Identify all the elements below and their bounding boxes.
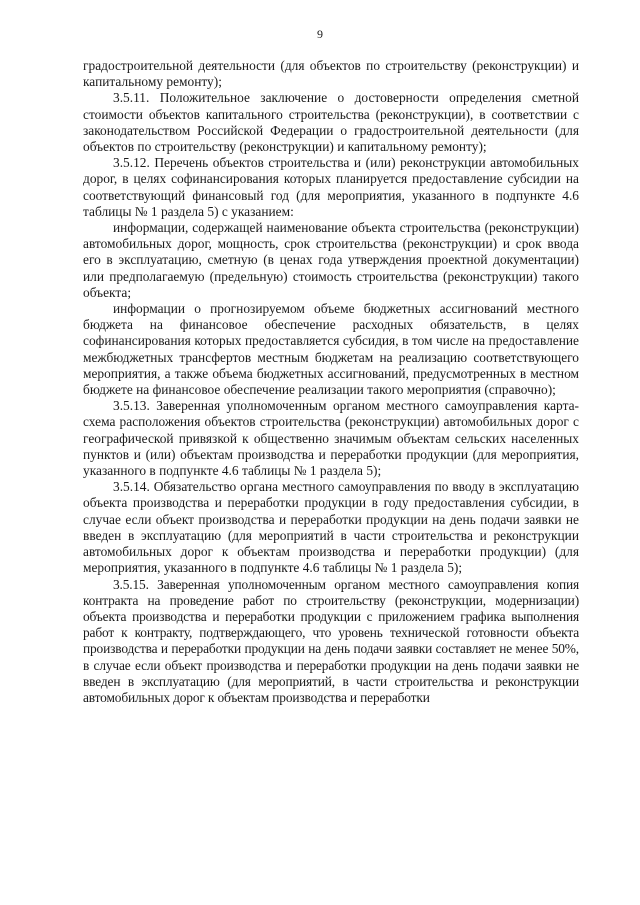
document-body — [83, 58, 579, 706]
paragraph-3-5-13: 3.5.13. Заверенная уполномоченным органом местного самоуправления карта-схема расположения объектов строительства (реконструкции) автомобильных дорог с географической привязкой к общественно значимым объектам сельских населенных пунктов и (или) объектам производства и переработки продукции (для мероприятия, указанного в подпункте 4.6 таблицы № 1 раздела 5); — [83, 398, 579, 479]
paragraph-3-5-15: 3.5.15. Заверенная уполномоченным органом местного самоуправления копия контракта на проведение работ по строительству (реконструкции, модернизации) объекта производства и переработки продукции с приложением графика выполнения работ к контракту, подтверждающего, что уровень технической готовности объекта производства и переработки продукции на день подачи заявки составляет не менее 50%, в случае если объект производства и переработки продукции на день подачи заявки не введен в эксплуатацию (для мероприятий, в части строительства и реконструкции автомобильных дорог к объектам производства и переработки — [83, 576, 579, 705]
paragraph-continuation: градостроительной деятельности (для объектов по строительству (реконструкции) и капитальному ремонту); — [83, 58, 579, 90]
paragraph-budget-info: информации о прогнозируемом объеме бюджетных ассигнований местного бюджета на финансовое обеспечение расходных обязательств, в целях софинансирования которых предоставляется субсидия, в том числе на предоставление межбюджетных трансфертов местным бюджетам на реализацию соответствующего мероприятия, а также объема бюджетных ассигнований, предусмотренных в местном бюджете на финансовое обеспечение реализации такого мероприятия (справочно); — [83, 301, 579, 398]
paragraph-3-5-11: 3.5.11. Положительное заключение о достоверности определения сметной стоимости объектов капитального строительства (реконструкции), в соответствии с законодательством Российской Федерации о градостроительной деятельности (для объектов по строительству (реконструкции) и капитальному ремонту); — [83, 90, 579, 155]
page-number: 9 — [317, 27, 323, 41]
paragraph-3-5-12: 3.5.12. Перечень объектов строительства и (или) реконструкции автомобильных дорог, в целях софинансирования которых планируется предоставление субсидии на соответствующий финансовый год (для мероприятия, указанного в подпункте 4.6 таблицы № 1 раздела 5) с указанием: — [83, 155, 579, 219]
paragraph-3-5-14: 3.5.14. Обязательство органа местного самоуправления по вводу в эксплуатацию объекта производства и переработки продукции в году предоставления субсидии, в случае если объект производства и переработки продукции на день подачи заявки не введен в эксплуатацию (для мероприятий в части строительства и реконструкции автомобильных дорог к объектам производства и переработки продукции) (для мероприятия, указанного в подпункте 4.6 таблицы № 1 раздела 5); — [83, 479, 579, 576]
paragraph-object-info: информации, содержащей наименование объекта строительства (реконструкции) автомобильных дорог, мощность, срок строительства (реконструкции) и срок ввода его в эксплуатацию, сметную (в ценах года утверждения проектной документации) или предполагаемую (предельную) стоимость строительства (реконструкции) такого объекта; — [83, 220, 579, 300]
